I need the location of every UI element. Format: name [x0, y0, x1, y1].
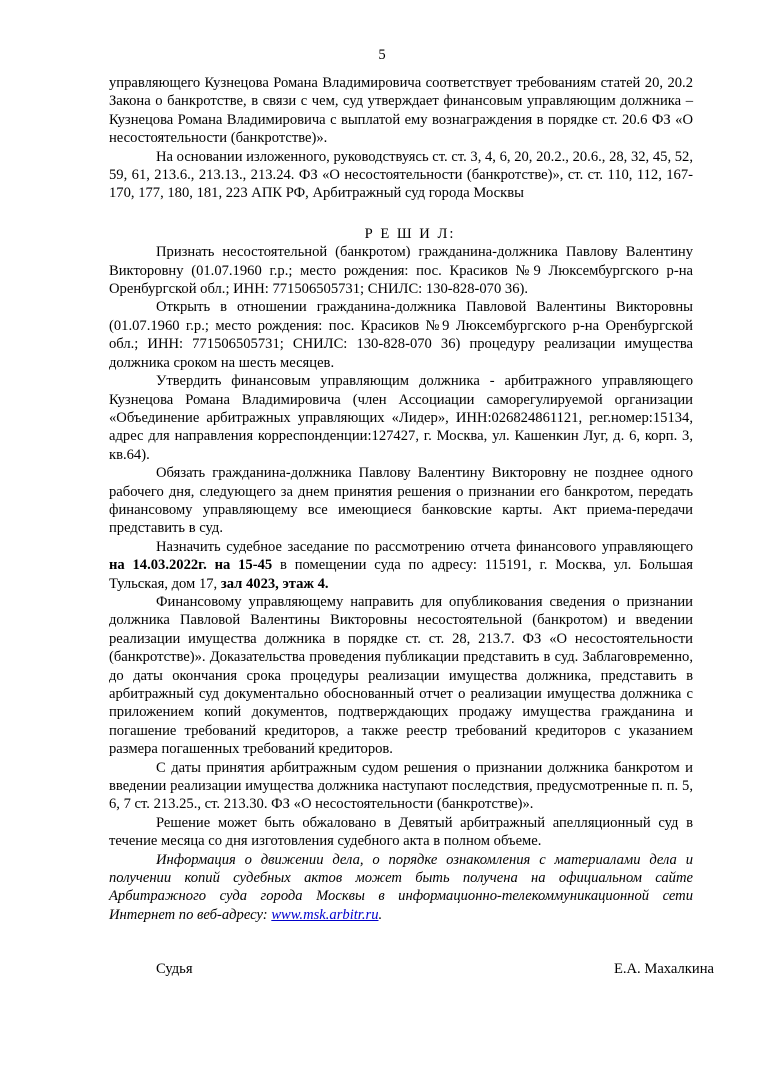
- paragraph-7-c: в помещении суда по адресу: 115191, г. Москва, ул. Большая Тульская, дом 17,: [109, 557, 693, 592]
- paragraph-5: Утвердить финансовым управляющим должника - арбитражного управляющего Кузнецова Романа Владимировича (член Ассоциации саморегулируемой организации «Объединение арбитражных управляющих «Лидер», ИНН:026824861121, рег.номер:15134, адрес для направления корреспонденции:127427, г. Москва, ул. Кашенкин Луг, д. 6, корп. 3, кв.64).: [109, 373, 693, 463]
- paragraph-8: Финансовому управляющему направить для опубликования сведения о признании должника Павловой Валентины Викторовны несостоятельной (банкротом) и введении реализации имущества должника в порядке ст. ст. 28, 213.7. ФЗ «О несостоятельности (банкротстве)». Доказательства проведения публикации представить в суд. Заблаговременно, до даты окончания срока процедуры реализации имущества должника, представить в арбитражный суд документально обоснованный отчет о реализации имущества должника с приложением копий документов, подтверждающих продажу имущества гражданина и погашение требований кредиторов, а также реестр требований кредиторов с указанием размера погашенных требований кредиторов.: [109, 593, 693, 758]
- hearing-room: зал 4023, этаж 4.: [220, 575, 329, 592]
- document-body: [109, 74, 693, 924]
- paragraph-2: На основании изложенного, руководствуясь ст. ст. 3, 4, 6, 20, 20.2., 20.6., 28, 32, 45, 52, 59, 61, 213.6., 213.13., 213.24. ФЗ «О несостоятельности (банкротстве)», ст. ст. 110, 112, 167-170, 177, 180, 181, 223 АПК РФ, Арбитражный суд города Москвы: [109, 148, 693, 202]
- paragraph-10: Решение может быть обжаловано в Девятый арбитражный апелляционный суд в течение месяца со дня изготовления судебного акта в полном объеме.: [109, 814, 693, 850]
- court-website-link[interactable]: www.msk.arbitr.ru: [271, 906, 379, 923]
- paragraph-7-a: Назначить судебное заседание по рассмотрению отчета финансового управляющего: [156, 538, 693, 555]
- paragraph-3: Признать несостоятельной (банкротом) гражданина-должника Павлову Валентину Викторовну (01.07.1960 г.р.; место рождения: пос. Красиков №9 Люксембургского р-на Оренбургской обл.; ИНН: 771506505731; СНИЛС: 130-828-070 36).: [109, 244, 693, 298]
- page-number: 5: [378, 47, 386, 63]
- paragraph-6: Обязать гражданина-должника Павлову Валентину Викторовну не позднее одного рабочего дня, следующего за днем принятия решения о признании его банкротом, передать финансовому управляющему все имеющиеся банковские карты. Акт приема-передачи представить в суд.: [109, 465, 693, 537]
- signature-role: Судья: [156, 961, 193, 977]
- hearing-datetime: на 14.03.2022г. на 15-45: [109, 557, 273, 574]
- paragraph-4: Открыть в отношении гражданина-должника Павловой Валентины Викторовны (01.07.1960 г.р.; место рождения: пос. Красиков №9 Люксембургского р-на Оренбургской обл.; ИНН: 771506505731; СНИЛС: 130-828-070 36) процедуру реализации имущества должника сроком на шесть месяцев.: [109, 299, 693, 371]
- decision-heading: Р Е Ш И Л:: [364, 225, 456, 242]
- signature-block: [156, 960, 714, 980]
- info-paragraph: [109, 851, 693, 925]
- signature-name: Е.А. Махалкина: [613, 961, 714, 977]
- paragraph-7: [109, 538, 693, 593]
- info-end: .: [378, 906, 383, 923]
- paragraph-9: С даты принятия арбитражным судом решения о признании должника банкротом и введении реализации имущества должника наступают последствия, предусмотренные п. п. 5, 6, 7 ст. 213.25., ст. 213.30. ФЗ «О несостоятельности (банкротстве)».: [109, 759, 693, 813]
- paragraph-1: управляющего Кузнецова Романа Владимировича соответствует требованиям статей 20, 20.2 Закона о банкротстве, в связи с чем, суд утверждает финансовым управляющим должника – Кузнецова Романа Владимировича с выплатой ему вознаграждения в порядке ст. 20.6 ФЗ «О несостоятельности (банкротстве)».: [109, 75, 693, 147]
- info-text: Информация о движении дела, о порядке ознакомления с материалами дела и получении копий судебных актов может быть получена на официальном сайте Арбитражного суда города Москвы в информационно-телекоммуникационной сети Интернет по веб-адресу:: [109, 851, 693, 923]
